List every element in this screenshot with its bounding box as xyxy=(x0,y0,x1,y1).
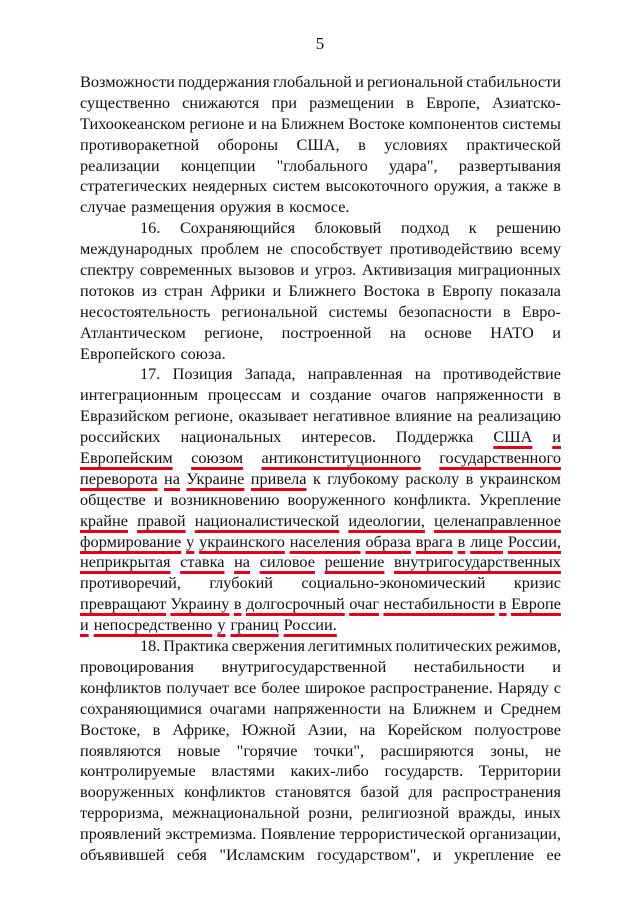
word: "глобального xyxy=(276,155,368,175)
word: России, xyxy=(507,531,561,551)
word: к xyxy=(312,468,321,488)
word: а xyxy=(494,176,502,196)
word: Практика xyxy=(163,636,229,656)
word: и xyxy=(483,698,493,718)
word: базой xyxy=(360,782,400,802)
word: Сохраняющийся xyxy=(179,218,296,238)
word: Позиция xyxy=(172,364,233,384)
word: не xyxy=(266,239,283,259)
word: на xyxy=(389,322,406,342)
word: розни, xyxy=(308,803,353,823)
word: размещения xyxy=(131,197,215,217)
word: решение xyxy=(324,552,385,572)
text-line xyxy=(80,218,561,239)
word: негативное xyxy=(313,406,391,426)
word: у xyxy=(186,531,195,551)
word: Евро- xyxy=(521,301,561,321)
word: современных xyxy=(139,260,233,280)
word: Среднем xyxy=(500,698,561,718)
word: ее xyxy=(546,844,561,864)
word: вооруженного xyxy=(287,489,386,509)
word: образа xyxy=(365,531,411,551)
word: интересов. xyxy=(301,427,376,447)
word: в xyxy=(358,134,366,154)
word: Запада, xyxy=(244,364,296,384)
word: и xyxy=(80,615,89,635)
word: Укрепление xyxy=(478,489,561,509)
word: 18. xyxy=(140,636,161,656)
word: в xyxy=(553,385,561,405)
word: Евразийском xyxy=(80,406,170,426)
word: регионе, xyxy=(204,322,264,342)
word: режимов, xyxy=(495,636,561,656)
text-line xyxy=(80,176,561,197)
word: полуострове xyxy=(474,719,561,739)
word: становятся xyxy=(275,782,351,802)
word: спектру xyxy=(80,260,135,280)
word: угроз. xyxy=(314,260,357,280)
word: Поддержка xyxy=(395,427,474,447)
text-line xyxy=(80,782,561,803)
word: существенно xyxy=(80,92,171,112)
word: Европе, xyxy=(425,92,480,112)
word: превращают xyxy=(80,594,166,614)
word: размещении xyxy=(309,92,395,112)
word: проявлений xyxy=(80,824,162,844)
text-line xyxy=(80,385,561,406)
word: политических xyxy=(395,636,493,656)
word: системы xyxy=(502,113,561,133)
word: социально-экономический xyxy=(301,573,486,593)
word: крайне xyxy=(80,510,128,530)
word: идеологии, xyxy=(348,510,425,530)
word: создание xyxy=(309,385,372,405)
word: антиконституционного xyxy=(261,448,421,468)
text-line xyxy=(80,490,561,511)
word: Появление xyxy=(260,824,336,844)
word: российских xyxy=(80,427,161,447)
word: на xyxy=(456,406,473,426)
word: формирование xyxy=(80,531,182,551)
word: оружия, xyxy=(433,176,490,196)
word: себя xyxy=(176,844,207,864)
text-line xyxy=(80,552,561,573)
word: и xyxy=(552,322,561,342)
word: удара", xyxy=(388,155,438,175)
word: миграционных xyxy=(457,260,561,280)
word: провоцирования xyxy=(80,656,195,676)
word: все xyxy=(233,677,257,697)
word: систем xyxy=(272,176,321,196)
word: религиозной xyxy=(361,803,450,823)
word: несостоятельность xyxy=(80,301,211,321)
word: Азии, xyxy=(307,719,348,739)
word: и xyxy=(272,280,282,300)
text-line xyxy=(80,448,561,469)
word: стабильности xyxy=(466,72,561,91)
word: союзом xyxy=(191,448,244,468)
text-line xyxy=(80,741,561,762)
text-line xyxy=(80,720,561,741)
text-line xyxy=(80,427,561,448)
word: Востоке xyxy=(348,113,405,133)
word: региональной xyxy=(221,301,318,321)
word: непосредственно xyxy=(93,615,213,635)
word: конфликтов xyxy=(184,782,266,802)
text-line xyxy=(80,678,561,699)
word: показала xyxy=(500,280,561,300)
word: стран xyxy=(164,280,203,300)
word: внутригосударственной xyxy=(221,656,387,676)
word: региональной xyxy=(367,72,464,91)
word: снижаются xyxy=(182,92,260,112)
word: глобальной xyxy=(272,72,352,91)
word: с xyxy=(553,677,561,697)
text-line xyxy=(80,845,561,866)
word: нестабильности xyxy=(383,594,495,614)
word: в xyxy=(553,176,561,196)
word: национальных xyxy=(180,427,282,447)
word: неядерных xyxy=(192,176,268,196)
word: организации, xyxy=(469,824,561,844)
word: точки", xyxy=(313,740,365,760)
word: и xyxy=(300,260,309,280)
word: на xyxy=(359,719,376,739)
word: новые xyxy=(177,740,221,760)
text-line xyxy=(80,93,561,114)
word: не xyxy=(545,740,561,760)
word: государством", xyxy=(317,844,421,864)
word: и xyxy=(432,844,442,864)
word: терроризма, xyxy=(80,803,164,823)
word: всему xyxy=(520,239,561,259)
word: на xyxy=(260,113,277,133)
word: распространение. xyxy=(370,677,493,697)
text-line xyxy=(80,761,561,782)
word: в xyxy=(152,719,161,739)
word: Атлантическом xyxy=(80,322,186,342)
text-line xyxy=(80,156,561,177)
word: США xyxy=(493,427,533,447)
word: Территории xyxy=(478,761,561,781)
word: вражды, xyxy=(458,803,516,823)
text-line xyxy=(80,406,561,427)
word: способствует xyxy=(290,239,383,259)
word: укрепление xyxy=(454,844,535,864)
text-line xyxy=(80,657,561,678)
word: и xyxy=(552,427,561,447)
word: объявившей xyxy=(80,844,165,864)
word: космосе. xyxy=(289,197,350,217)
word: каких-либо xyxy=(290,761,369,781)
word: основе xyxy=(424,322,472,342)
word: регионе, xyxy=(174,406,234,426)
word: и xyxy=(355,72,364,91)
word: вооруженных xyxy=(80,782,175,802)
word: в xyxy=(498,594,507,614)
word: расколу xyxy=(405,468,460,488)
text-line xyxy=(80,114,561,135)
word: блоковый xyxy=(314,218,382,238)
word: противоракетной xyxy=(80,134,200,154)
word: проблем xyxy=(200,239,260,259)
text-line xyxy=(80,594,561,615)
word: кризис xyxy=(513,573,561,593)
word: также xyxy=(507,176,548,196)
word: украинского xyxy=(199,531,285,551)
word: вызовов xyxy=(238,260,295,280)
word: более xyxy=(261,677,301,697)
word: "горячие xyxy=(236,740,298,760)
word: экстремизма. xyxy=(165,824,257,844)
word: Ближнем xyxy=(280,113,345,133)
word: компонентов xyxy=(408,113,499,133)
word: Африке, xyxy=(172,719,230,739)
word: границ xyxy=(230,615,279,635)
word: получает xyxy=(166,677,229,697)
word: высокоточного xyxy=(325,176,429,196)
word: противодействие xyxy=(442,364,561,384)
word: лице xyxy=(470,531,503,551)
word: обществе xyxy=(80,489,146,509)
word: противоречий, xyxy=(80,573,181,593)
document-body xyxy=(80,72,561,866)
word: безопасности xyxy=(398,301,492,321)
word: иных xyxy=(524,803,561,823)
word: Ближнем xyxy=(412,698,477,718)
text-line xyxy=(80,197,561,218)
word: ставка xyxy=(180,552,225,572)
word: системы xyxy=(328,301,388,321)
word: очагов xyxy=(381,385,427,405)
word: напряженности xyxy=(273,698,381,718)
text-line xyxy=(80,511,561,532)
text-line xyxy=(80,344,561,365)
word: глубокому xyxy=(327,468,399,488)
word: решению xyxy=(496,218,561,238)
word: оказывает xyxy=(238,406,308,426)
text-line xyxy=(80,364,561,385)
text-line xyxy=(80,699,561,720)
word: расширяются xyxy=(380,740,474,760)
word: Корейском xyxy=(387,719,463,739)
text-line xyxy=(80,469,561,490)
word: широкое xyxy=(305,677,366,697)
word: населения xyxy=(289,531,361,551)
word: Востока xyxy=(363,280,420,300)
text-line xyxy=(80,615,561,636)
word: государственного xyxy=(439,448,561,468)
word: Европейским xyxy=(80,448,173,468)
word: концепции xyxy=(180,155,256,175)
word: в xyxy=(276,197,285,217)
word: врага xyxy=(415,531,453,551)
word: международных xyxy=(80,239,194,259)
word: силовое xyxy=(259,552,315,572)
word: потоков xyxy=(80,280,135,300)
word: в xyxy=(406,92,414,112)
word: на xyxy=(414,364,431,384)
word: Ближнего xyxy=(288,280,357,300)
text-line xyxy=(80,573,561,594)
word: влияние xyxy=(395,406,452,426)
word: США, xyxy=(296,134,340,154)
text-line xyxy=(80,72,561,93)
text-line xyxy=(80,239,561,260)
word: властями xyxy=(211,761,275,781)
word: и xyxy=(248,113,257,133)
word: регионе xyxy=(189,113,245,133)
word: террористической xyxy=(339,824,466,844)
word: для xyxy=(408,782,433,802)
word: внутригосударственных xyxy=(393,552,561,572)
word: привела xyxy=(250,468,307,488)
word: в xyxy=(457,531,466,551)
word: целенаправленное xyxy=(434,510,561,530)
word: в xyxy=(465,468,474,488)
word: НАТО xyxy=(490,322,534,342)
word: условиях xyxy=(384,134,448,154)
word: из xyxy=(141,280,157,300)
word: долгосрочный xyxy=(245,594,345,614)
word: Тихоокеанском xyxy=(80,113,186,133)
word: практической xyxy=(466,134,561,154)
word: стратегических xyxy=(80,176,188,196)
word: на xyxy=(164,468,180,488)
word: межнациональной xyxy=(172,803,300,823)
text-line xyxy=(80,824,561,845)
word: поддержания xyxy=(178,72,270,91)
word: Европу xyxy=(441,280,493,300)
word: Африки xyxy=(210,280,266,300)
word: в xyxy=(233,594,242,614)
text-line xyxy=(80,260,561,281)
word: Востоке, xyxy=(80,719,141,739)
word: неприкрытая xyxy=(80,552,171,572)
word: обороны xyxy=(217,134,279,154)
word: Украину xyxy=(170,594,230,614)
word: Европейского xyxy=(80,343,176,363)
word: у xyxy=(217,615,226,635)
word: на xyxy=(234,552,251,572)
word: очаг xyxy=(349,594,380,614)
word: "Исламским xyxy=(219,844,305,864)
word: оружия xyxy=(219,197,272,217)
word: противодействию xyxy=(389,239,513,259)
word: появляются xyxy=(80,740,162,760)
word: распространения xyxy=(442,782,561,802)
word: глубокий xyxy=(209,573,273,593)
word: правой xyxy=(137,510,186,530)
word: легитимных xyxy=(307,636,393,656)
text-line xyxy=(80,636,561,657)
text-line xyxy=(80,532,561,553)
word: реализации xyxy=(80,155,160,175)
word: направленная xyxy=(307,364,403,384)
word: Азиатско- xyxy=(492,92,561,112)
word: случае xyxy=(80,197,127,217)
word: напряженности xyxy=(436,385,544,405)
word: подход xyxy=(400,218,450,238)
word: 17. xyxy=(140,364,161,384)
page-number: 5 xyxy=(315,34,325,53)
word: Украине xyxy=(186,468,245,488)
word: переворота xyxy=(80,468,158,488)
text-line xyxy=(80,281,561,302)
word: очагами xyxy=(209,698,266,718)
word: России. xyxy=(283,615,337,635)
word: Европе xyxy=(511,594,561,614)
word: украинском xyxy=(479,468,561,488)
word: интеграционным xyxy=(80,385,199,405)
word: при xyxy=(271,92,297,112)
word: союза. xyxy=(180,343,226,363)
text-line xyxy=(80,323,561,344)
word: в xyxy=(427,280,435,300)
word: зоны, xyxy=(490,740,529,760)
word: Активизация xyxy=(361,260,453,280)
word: контролируемые xyxy=(80,761,196,781)
word: Наряду xyxy=(497,677,549,697)
word: в xyxy=(502,301,511,321)
word: Возможности xyxy=(80,72,175,91)
word: к xyxy=(468,218,477,238)
word: реализацию xyxy=(477,406,561,426)
word: государств. xyxy=(384,761,464,781)
word: нестабильности xyxy=(413,656,525,676)
text-line xyxy=(80,803,561,824)
word: и xyxy=(291,385,300,405)
word: Южной xyxy=(241,719,296,739)
word: возникновению xyxy=(170,489,280,509)
word: 16. xyxy=(140,218,161,238)
word: конфликтов xyxy=(80,677,162,697)
word: на xyxy=(388,698,405,718)
word: свержения xyxy=(231,636,306,656)
word: конфликта. xyxy=(393,489,471,509)
text-line xyxy=(80,302,561,323)
word: и xyxy=(552,656,561,676)
word: развертывания xyxy=(458,155,561,175)
word: и xyxy=(153,489,163,509)
word: процессам xyxy=(207,385,282,405)
word: построенной xyxy=(281,322,372,342)
text-line xyxy=(80,135,561,156)
word: националистической xyxy=(194,510,340,530)
word: сохраняющимися xyxy=(80,698,202,718)
